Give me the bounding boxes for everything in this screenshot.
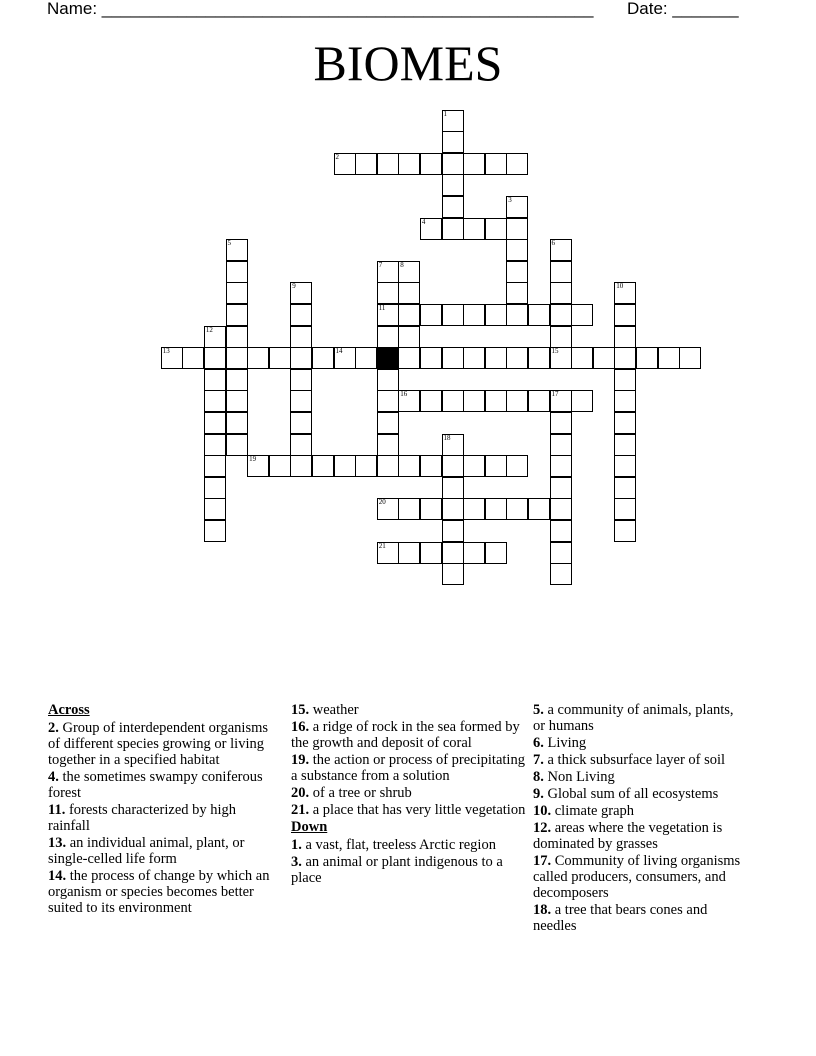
crossword-cell[interactable] <box>398 498 420 520</box>
crossword-cell[interactable] <box>226 282 248 304</box>
crossword-cell[interactable] <box>161 347 183 369</box>
crossword-cell[interactable] <box>290 369 312 391</box>
clue-number-label: 20. <box>291 785 310 801</box>
crossword-cell[interactable] <box>420 347 442 369</box>
clues-column-2 <box>291 702 527 887</box>
crossword-cell[interactable] <box>442 304 464 326</box>
crossword-cell[interactable] <box>679 347 701 369</box>
clue-item <box>48 802 276 834</box>
clue-number: 15 <box>551 347 559 356</box>
name-field-label: Name: ____________________________________________________ <box>47 0 594 18</box>
crossword-cell[interactable] <box>614 412 636 434</box>
crossword-cell[interactable] <box>463 304 485 326</box>
crossword-cell[interactable] <box>334 347 356 369</box>
clue-number-label: 16. <box>291 719 310 735</box>
crossword-cell[interactable] <box>290 347 312 369</box>
crossword-cell[interactable] <box>290 282 312 304</box>
crossword-cell[interactable] <box>485 153 507 175</box>
crossword-cell[interactable] <box>226 390 248 412</box>
clue-item <box>291 752 527 784</box>
crossword-cell[interactable] <box>571 390 593 412</box>
clue-text: Group of interdependent organisms of different species growing or living together in a specified habitat <box>48 720 269 768</box>
down-heading: Down <box>291 819 328 835</box>
crossword-cell[interactable] <box>398 455 420 477</box>
crossword-cell[interactable] <box>290 304 312 326</box>
crossword-cell[interactable] <box>355 455 377 477</box>
crossword-cell[interactable] <box>506 498 528 520</box>
crossword-cell[interactable] <box>485 455 507 477</box>
crossword-cell[interactable] <box>398 326 420 348</box>
crossword-cell[interactable] <box>614 369 636 391</box>
crossword-cell[interactable] <box>398 153 420 175</box>
crossword-cell[interactable] <box>614 477 636 499</box>
crossword-cell[interactable] <box>550 477 572 499</box>
crossword-cell[interactable] <box>420 455 442 477</box>
clue-number: 19 <box>249 455 257 464</box>
crossword-cell[interactable] <box>485 390 507 412</box>
crossword-cell[interactable] <box>420 498 442 520</box>
crossword-cell[interactable] <box>226 326 248 348</box>
clue-item <box>533 820 748 852</box>
crossword-cell[interactable] <box>247 455 269 477</box>
clue-item <box>291 802 527 818</box>
clue-number-label: 10. <box>533 803 552 819</box>
crossword-cell[interactable] <box>377 455 399 477</box>
clue-text: Non Living <box>543 769 615 785</box>
clue-text: of a tree or shrub <box>309 785 412 801</box>
crossword-cell[interactable] <box>442 390 464 412</box>
crossword-cell[interactable] <box>226 412 248 434</box>
page-title: BIOMES <box>313 35 503 91</box>
clue-number-label: 11. <box>48 802 66 818</box>
clue-number-label: 12. <box>533 820 552 836</box>
clue-number: 7 <box>378 260 383 269</box>
clue-item <box>48 720 276 768</box>
clue-number: 21 <box>378 541 386 550</box>
crossword-cell[interactable] <box>614 282 636 304</box>
crossword-cell[interactable] <box>290 455 312 477</box>
crossword-cell[interactable] <box>226 304 248 326</box>
crossword-cell[interactable] <box>506 282 528 304</box>
crossword-cell[interactable] <box>506 304 528 326</box>
crossword-cell[interactable] <box>528 347 550 369</box>
clue-item <box>48 868 276 916</box>
clue-text: a thick subsurface layer of soil <box>543 752 726 768</box>
crossword-cell[interactable] <box>377 153 399 175</box>
crossword-cell[interactable] <box>485 218 507 240</box>
crossword-cell[interactable] <box>463 347 485 369</box>
crossword-cell[interactable] <box>290 434 312 456</box>
crossword-cell[interactable] <box>377 542 399 564</box>
crossword-cell[interactable] <box>550 261 572 283</box>
crossword-cell[interactable] <box>377 326 399 348</box>
crossword-cell[interactable] <box>398 542 420 564</box>
clue-number-label: 21. <box>291 802 310 818</box>
crossword-cell[interactable] <box>636 347 658 369</box>
clue-number: 9 <box>292 282 296 291</box>
crossword-cell[interactable] <box>442 196 464 218</box>
crossword-cell[interactable] <box>204 520 226 542</box>
crossword-cell[interactable] <box>506 347 528 369</box>
crossword-cell[interactable] <box>506 239 528 261</box>
crossword-cell[interactable] <box>614 455 636 477</box>
crossword-cell[interactable] <box>528 498 550 520</box>
clue-item <box>533 853 748 901</box>
crossword-cell[interactable] <box>226 261 248 283</box>
clue-number: 8 <box>400 260 404 269</box>
crossword-cell[interactable] <box>226 239 248 261</box>
clue-text: areas where the vegetation is dominated by grasses <box>533 820 723 852</box>
crossword-cell[interactable] <box>550 390 572 412</box>
crossword-cell[interactable] <box>398 347 420 369</box>
clue-item <box>291 837 527 853</box>
clue-item <box>533 786 748 802</box>
crossword-cell[interactable] <box>506 455 528 477</box>
clue-text: a vast, flat, treeless Arctic region <box>301 837 496 853</box>
clue-number: 10 <box>616 282 624 291</box>
clue-number-label: 9. <box>533 786 544 802</box>
clue-item <box>533 735 748 751</box>
crossword-cell[interactable] <box>614 434 636 456</box>
clue-number: 17 <box>551 390 559 399</box>
crossword-cell[interactable] <box>442 520 464 542</box>
crossword-cell[interactable] <box>377 282 399 304</box>
clue-item <box>291 854 527 886</box>
crossword-cell[interactable] <box>506 153 528 175</box>
crossword-cell[interactable] <box>204 390 226 412</box>
crossword-cell[interactable] <box>204 369 226 391</box>
clue-text: the process of change by which an organism or species becomes better suited to its environment <box>48 868 270 916</box>
clue-item <box>48 769 276 801</box>
crossword-cell[interactable] <box>463 153 485 175</box>
crossword-cell[interactable] <box>550 542 572 564</box>
clue-item <box>291 719 527 751</box>
crossword-cell[interactable] <box>269 455 291 477</box>
crossword-cell[interactable] <box>442 174 464 196</box>
crossword-cell[interactable] <box>528 304 550 326</box>
crossword-cell[interactable] <box>377 412 399 434</box>
clue-number: 4 <box>421 217 426 226</box>
crossword-cell[interactable] <box>420 304 442 326</box>
crossword-cell[interactable] <box>182 347 204 369</box>
clue-number: 14 <box>335 347 343 356</box>
clue-text: the sometimes swampy coniferous forest <box>48 769 263 801</box>
clue-text: an animal or plant indigenous to a place <box>291 854 503 886</box>
crossword-cell[interactable] <box>571 347 593 369</box>
crossword-cell[interactable] <box>420 218 442 240</box>
clue-number: 2 <box>335 152 339 161</box>
clue-text: Community of living organisms called producers, consumers, and decomposers <box>533 853 741 901</box>
clue-text: climate graph <box>551 803 635 819</box>
crossword-cell[interactable] <box>377 498 399 520</box>
clue-number-label: 8. <box>533 769 544 785</box>
crossword-cell[interactable] <box>398 261 420 283</box>
clue-number: 1 <box>443 109 447 118</box>
crossword-cell[interactable] <box>550 520 572 542</box>
crossword-cell[interactable] <box>442 498 464 520</box>
clue-number-label: 7. <box>533 752 544 768</box>
crossword-cell[interactable] <box>247 347 269 369</box>
crossword-cell[interactable] <box>614 390 636 412</box>
crossword-cell[interactable] <box>398 304 420 326</box>
crossword-cell[interactable] <box>204 347 226 369</box>
crossword-cell[interactable] <box>442 455 464 477</box>
crossword-cell[interactable] <box>377 304 399 326</box>
clue-item <box>533 769 748 785</box>
crossword-cell[interactable] <box>377 434 399 456</box>
crossword-cell[interactable] <box>334 153 356 175</box>
crossword-cell[interactable] <box>593 347 615 369</box>
crossword-cell[interactable] <box>442 110 464 132</box>
crossword-cell[interactable] <box>485 542 507 564</box>
crossword-cell[interactable] <box>485 304 507 326</box>
crossword-cell[interactable] <box>550 498 572 520</box>
clue-number: 16 <box>400 390 408 399</box>
crossword-cell[interactable] <box>550 412 572 434</box>
clue-number: 11 <box>378 303 386 312</box>
clue-number-label: 2. <box>48 720 59 736</box>
clue-number: 18 <box>443 433 451 442</box>
crossword-cell[interactable] <box>420 390 442 412</box>
crossword-cell[interactable] <box>442 542 464 564</box>
crossword-cell[interactable] <box>506 196 528 218</box>
crossword-cell[interactable] <box>550 239 572 261</box>
crossword-cell[interactable] <box>204 434 226 456</box>
crossword-cell[interactable] <box>226 434 248 456</box>
clue-text: a community of animals, plants, or humans <box>533 702 734 734</box>
clues-column-3 <box>533 702 748 935</box>
clue-number-label: 17. <box>533 853 552 869</box>
crossword-cell[interactable] <box>398 282 420 304</box>
crossword-cell[interactable] <box>355 347 377 369</box>
crossword-cell[interactable] <box>614 347 636 369</box>
crossword-cell[interactable] <box>506 261 528 283</box>
clue-number: 3 <box>508 195 512 204</box>
crossword-cell[interactable] <box>658 347 680 369</box>
crossword-black-cell <box>377 347 399 369</box>
clue-text: Global sum of all ecosystems <box>543 786 719 802</box>
crossword-cell[interactable] <box>550 304 572 326</box>
crossword-cell[interactable] <box>312 455 334 477</box>
crossword-cell[interactable] <box>550 347 572 369</box>
crossword-cell[interactable] <box>377 390 399 412</box>
crossword-cell[interactable] <box>226 347 248 369</box>
clue-item <box>533 902 748 934</box>
crossword-cell[interactable] <box>614 520 636 542</box>
clue-text: a place that has very little vegetation <box>309 802 526 818</box>
clue-number-label: 18. <box>533 902 552 918</box>
clue-text: Living <box>543 735 587 751</box>
crossword-cell[interactable] <box>442 347 464 369</box>
crossword-cell[interactable] <box>204 477 226 499</box>
clue-number-label: 3. <box>291 854 302 870</box>
crossword-cell[interactable] <box>550 326 572 348</box>
crossword-cell[interactable] <box>377 261 399 283</box>
clue-number: 6 <box>551 239 555 248</box>
clue-number: 5 <box>227 239 231 248</box>
clues-column-1 <box>48 702 276 917</box>
crossword-cell[interactable] <box>550 563 572 585</box>
crossword-cell[interactable] <box>290 390 312 412</box>
clue-text: a ridge of rock in the sea formed by the growth and deposit of coral <box>291 719 520 751</box>
crossword-cell[interactable] <box>442 434 464 456</box>
clue-text: a tree that bears cones and needles <box>533 902 708 934</box>
crossword-cell[interactable] <box>463 390 485 412</box>
crossword-cell[interactable] <box>442 477 464 499</box>
crossword-cell[interactable] <box>614 304 636 326</box>
clue-number-label: 13. <box>48 835 67 851</box>
clue-number: 13 <box>162 347 170 356</box>
crossword-cell[interactable] <box>204 412 226 434</box>
crossword-cell[interactable] <box>485 498 507 520</box>
crossword-cell[interactable] <box>290 412 312 434</box>
clue-number-label: 14. <box>48 868 67 884</box>
clue-text: forests characterized by high rainfall <box>48 802 237 834</box>
clue-item <box>291 785 527 801</box>
crossword-cell[interactable] <box>355 153 377 175</box>
clue-item <box>533 702 748 734</box>
crossword-cell[interactable] <box>442 218 464 240</box>
crossword-cell[interactable] <box>420 542 442 564</box>
crossword-cell[interactable] <box>550 455 572 477</box>
crossword-cell[interactable] <box>420 153 442 175</box>
date-field-label: Date: _______ <box>627 0 739 18</box>
clue-text: weather <box>309 702 359 718</box>
crossword-cell[interactable] <box>442 153 464 175</box>
crossword-cell[interactable] <box>463 542 485 564</box>
crossword-cell[interactable] <box>290 326 312 348</box>
clue-number-label: 19. <box>291 752 310 768</box>
crossword-cell[interactable] <box>506 218 528 240</box>
crossword-cell[interactable] <box>485 347 507 369</box>
clue-item <box>291 702 527 718</box>
crossword-cell[interactable] <box>506 390 528 412</box>
across-heading: Across <box>48 702 90 718</box>
clue-number-label: 4. <box>48 769 59 785</box>
clue-number-label: 15. <box>291 702 310 718</box>
crossword-cell[interactable] <box>204 455 226 477</box>
crossword-cell[interactable] <box>463 498 485 520</box>
crossword-cell[interactable] <box>463 218 485 240</box>
crossword-cell[interactable] <box>571 304 593 326</box>
clue-text: the action or process of precipitating a substance from a solution <box>291 752 525 784</box>
crossword-cell[interactable] <box>312 347 334 369</box>
clue-item <box>533 752 748 768</box>
crossword-cell[interactable] <box>442 131 464 153</box>
clue-number: 20 <box>378 498 386 507</box>
clue-item <box>533 803 748 819</box>
crossword-cell[interactable] <box>334 455 356 477</box>
crossword-cell[interactable] <box>377 369 399 391</box>
crossword-cell[interactable] <box>550 282 572 304</box>
clue-number: 12 <box>205 325 213 334</box>
clue-text: an individual animal, plant, or single-celled life form <box>48 835 245 867</box>
clue-number-label: 6. <box>533 735 544 751</box>
crossword-cell[interactable] <box>226 369 248 391</box>
clue-number-label: 1. <box>291 837 302 853</box>
crossword-cell[interactable] <box>614 498 636 520</box>
crossword-cell[interactable] <box>463 455 485 477</box>
crossword-cell[interactable] <box>550 434 572 456</box>
clue-number-label: 5. <box>533 702 544 718</box>
clue-item <box>48 835 276 867</box>
crossword-cell[interactable] <box>269 347 291 369</box>
crossword-cell[interactable] <box>528 390 550 412</box>
crossword-cell[interactable] <box>614 326 636 348</box>
crossword-cell[interactable] <box>398 390 420 412</box>
crossword-cell[interactable] <box>442 563 464 585</box>
crossword-cell[interactable] <box>204 498 226 520</box>
crossword-cell[interactable] <box>204 326 226 348</box>
